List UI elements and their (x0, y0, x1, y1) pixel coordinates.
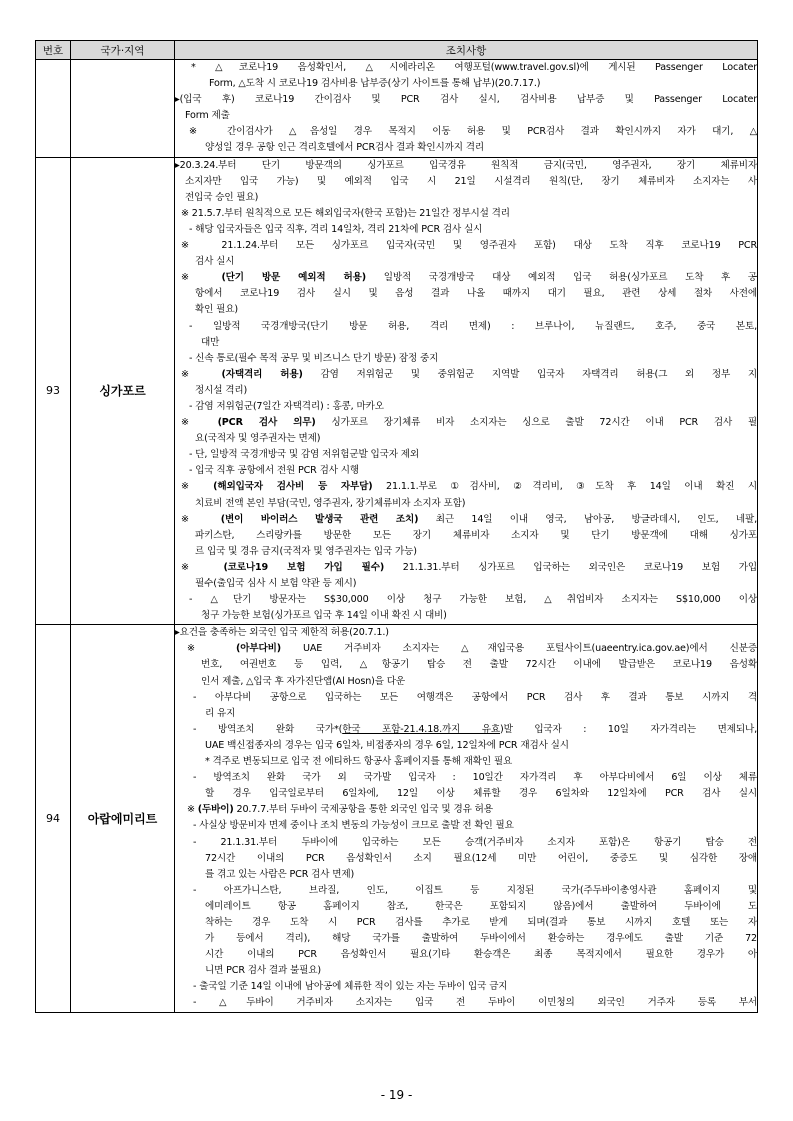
measure-line: UAE 백신접종자의 경우는 입국 6일차, 비접종자의 경우 6일, 12일차에 PCR 재검사 실시 (205, 739, 569, 751)
measure-line: - 아프가니스탄, 브라질, 인도, 이집트 등 지정된 국가(주두바이총영사관 홈페이지 및 (193, 884, 757, 896)
measure-line: 에미레이트 항공 홈페이지 참조, 한국은 포함되지 않음)에서 출발하여 두바이에 도 (205, 900, 757, 912)
measure-line: 필수(출입국 심사 시 보험 약관 등 제시) (195, 578, 357, 589)
header-number: 번호 (36, 41, 71, 60)
measure-line: 검사 실시 (195, 256, 235, 268)
measure-line: 할 경우 입국일로부터 6일차에, 12일 이상 체류할 경우 6일차와 12일차에 PCR 검사 실시 (205, 788, 757, 800)
table-header-row (36, 41, 758, 60)
measure-line: - 일방적 국경개방국(단기 방문 허용, 격리 면제) : 브루나이, 뉴질랜드, 호주, 중국 본토, (189, 320, 757, 332)
country-name: 아랍에미리트 (71, 625, 175, 1012)
row-number: 94 (36, 625, 71, 1012)
measure-line: ※ (코로나19 보험 가입 필수) 21.1.31.부터 싱가포르 입국하는 외국인은 코로나19 보험 가입 (181, 561, 757, 573)
measure-line: 정시설 격리) (195, 384, 248, 396)
measure-line: - 출국일 기준 14일 이내에 남아공에 체류한 적이 있는 자는 두바이 입국 금지 (193, 981, 508, 993)
measure-line: 청구 가능한 보험(싱가포르 입국 후 14일 이내 확진 시 대비) (201, 610, 447, 622)
measure-line: ※ (자택격리 허용) 감염 저위험군 및 중위험군 지역발 입국자 자택격리 허용(그 외 정부 지 (181, 368, 757, 380)
table-row (36, 157, 758, 625)
measure-line: 인서 제출, △입국 후 자가진단앱(Al Hosn)을 다운 (201, 675, 405, 687)
measure-line: 를 겪고 있는 사람은 PCR 검사 면제) (205, 868, 355, 880)
measure-line: 양성일 경우 공항 인근 격리호텔에서 PCR검사 결과 확인시까지 격리 (205, 142, 484, 154)
measure-line: - 사실상 방문비자 면제 중이나 조치 변동의 가능성이 크므로 출발 전 확인 필요 (193, 820, 514, 832)
measure-line: 전입국 승인 필요) (185, 191, 259, 203)
measure-line: 번호, 여권번호 등 입력, △항공기 탑승 전 출발 72시간 이내에 발급받은 코로나19 음성확 (201, 659, 757, 671)
measure-line: 파키스탄, 스리랑카를 방문한 모든 장기 체류비자 소지자 및 단기 방문객에 대해 싱가포 (195, 529, 757, 541)
measure-line: 확인 필요) (195, 304, 238, 316)
measure-line: 리 유지 (205, 707, 236, 719)
measure-line: * △코로나19 음성확인서, △시에라리온 여행포털(www.travel.gov.sl)에 게시된 Passenger Locater (191, 62, 757, 73)
measure-line: 요(국적자 및 영주권자는 면제) (195, 433, 321, 445)
measure-line: ※ (아부다비) UAE 거주비자 소지자는 △재입국용 포털사이트(uaeentry.ica.gov.ae)에서 신분증 (187, 643, 757, 655)
measure-line: Form 제출 (185, 110, 230, 122)
measure-line: 니면 PCR 검사 결과 불필요) (205, 965, 321, 977)
measures-table (35, 40, 758, 1013)
page-number: - 19 - (380, 1088, 413, 1102)
measure-line: 소지자만 입국 가능) 및 예외적 입국 시 21일 시설격리 원칙(단, 장기 체류비자 소지자는 사 (185, 175, 757, 187)
measure-line: 대만 (201, 336, 220, 348)
measure-line: - 해당 입국자들은 입국 직후, 격리 14일차, 격리 21차에 PCR 검사 실시 (189, 223, 483, 235)
measure-line: 72시간 이내의 PCR 음성확인서 소지 필요(12세 미만 어린이, 중증도 및 심각한 장애 (205, 852, 757, 864)
measure-line: ※ (변이 바이러스 발생국 관련 조치) 최근 14일 이내 영국, 남아공, 방글라데시, 인도, 네팔, (181, 513, 757, 525)
measure-line: ※ (PCR 검사 의무) 싱가포르 장기체류 비자 소지자는 싱으로 출발 72시간 이내 PCR 검사 필 (181, 417, 757, 429)
measure-line: 가 등에서 격리), 해당 국가를 출발하여 두바이에서 환승하는 경우에도 출발 기준 72 (205, 933, 757, 945)
measure-line: - 신속 통로(필수 목적 공무 및 비즈니스 단기 방문) 잠정 중지 (189, 352, 439, 364)
header-country: 국가·지역 (71, 41, 175, 60)
measure-line: * 격주로 변동되므로 입국 전 에티하드 항공사 홈페이지를 통해 재확인 필요 (205, 756, 513, 768)
measures-cell (175, 157, 758, 625)
measure-line: ※ (단기 방문 예외적 허용) 일방적 국경개방국 대상 예외적 입국 허용(싱가포르 도착 후 공 (181, 272, 757, 284)
measure-line: ※ 21.1.24.부터 모든 싱가포르 입국자(국민 및 영주권자 포함) 대상 도착 직후 코로나19 PCR (181, 240, 757, 252)
measures-cell (175, 60, 758, 158)
measure-line: - 21.1.31.부터 두바이에 입국하는 모든 승객(거주비자 소지자 포함)은 항공기 탑승 전 (193, 836, 757, 848)
measure-line: - △두바이 거주비자 소지자는 입국 전 두바이 이민청의 외국인 거주자 등록 부서 (193, 997, 757, 1009)
measure-line: - 단, 일방적 국경개방국 및 감염 저위험군발 입국자 제외 (189, 449, 419, 461)
row-number: 93 (36, 157, 71, 625)
measure-line: - 입국 직후 공항에서 전원 PCR 검사 시행 (189, 465, 359, 477)
measure-line: 치료비 전액 본인 부담(국민, 영주권자, 장기체류비자 소지자 포함) (195, 497, 466, 509)
country-name: 싱가포르 (71, 157, 175, 625)
table-row (36, 60, 758, 158)
measures-cell (175, 625, 758, 1012)
measure-line: - 방역조치 완화 국가 외 국가발 입국자 : 10일간 자가격리 후 아부다비에서 6일 이상 체류 (193, 772, 757, 784)
measure-line: ※ 21.5.7.부터 원칙적으로 모든 해외입국자(한국 포함)는 21일간 정부시설 격리 (181, 207, 510, 219)
country-name (71, 60, 175, 158)
measure-line: 시간 이내의 PCR 음성확인서 필요(기타 환승객은 최종 목적지에서 필요한 경우가 아 (205, 949, 757, 961)
measure-line: 항에서 코로나19 검사 실시 및 음성 결과 나올 때까지 대기 필요, 관련 상세 절차 사전에 (195, 288, 757, 300)
row-number (36, 60, 71, 158)
measure-line: - 방역조치 완화 국가*(한국 포함-21.4.18.까지 유효)발 입국자 : 10일 자가격리는 면제되나, (193, 723, 757, 735)
measure-line: - 아부다비 공항으로 입국하는 모든 여행객은 공항에서 PCR 검사 후 결과 통보 시까지 격 (193, 691, 757, 703)
table-row (36, 625, 758, 1012)
measure-line: Form, △도착 시 코로나19 검사비용 납부증(상기 사이트를 통해 납부)(20.7.17.) (209, 78, 541, 90)
header-measures: 조치사항 (175, 41, 758, 60)
measure-line: - 감염 저위험군(7일간 자택격리) : 홍콩, 마카오 (189, 400, 384, 412)
measure-line: 착하는 경우 도착 시 PCR 검사를 추가로 받게 되며(결과 통보 시까지 호텔 또는 자 (205, 916, 757, 928)
measure-line: ▸(입국 후) 코로나19 간이검사 및 PCR 검사 실시, 검사비용 납부증 및 Passenger Locater (175, 94, 757, 106)
measure-line: 르 입국 및 경유 금지(국적자 및 영주권자는 입국 가능) (195, 545, 417, 557)
measure-line: ※ (두바이) 20.7.7.부터 두바이 국제공항을 통한 외국인 입국 및 경유 허용 (187, 804, 493, 816)
measure-line: ※ (해외입국자 검사비 등 자부담) 21.1.1.부로 ①검사비, ②격리비, ③도착 후 14일 이내 확진 시 (181, 481, 757, 493)
measure-line: ※ 간이검사가 △음성일 경우 목적지 이동 허용 및 PCR검사 결과 확인시까지 자가 대기, △ (189, 126, 757, 138)
measure-line: ▸요건을 충족하는 외국인 입국 제한적 허용(20.7.1.) (175, 627, 389, 639)
measure-line: - △단기 방문자는 S$30,000 이상 청구 가능한 보험, △취업비자 소지자는 S$10,000 이상 (189, 594, 757, 606)
measure-line: ▸20.3.24.부터 단기 방문객의 싱가포르 입국경유 원칙적 금지(국민, 영주권자, 장기 체류비자 (175, 159, 757, 171)
